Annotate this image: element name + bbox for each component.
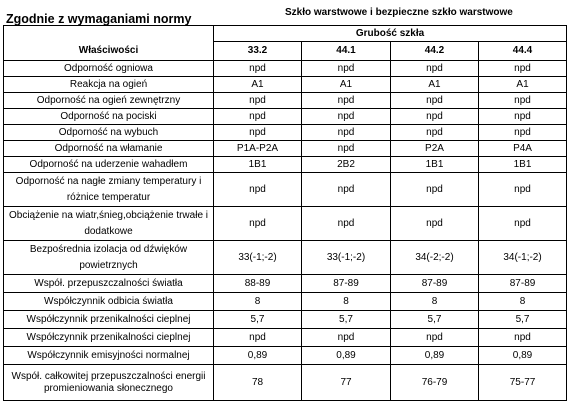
table-cell: npd: [479, 93, 567, 109]
table-row: [4, 311, 567, 329]
table-cell: 0,89: [302, 347, 391, 365]
table-cell: npd: [214, 329, 302, 347]
table-row: [4, 275, 567, 293]
table-cell: 87-89: [302, 275, 391, 293]
table-cell: P2A: [391, 141, 479, 157]
row-label: Współ. całkowitej przepuszczalności energii promieniowania słonecznego: [4, 365, 214, 401]
table-row: [4, 329, 567, 347]
specification-table: [3, 25, 567, 401]
table-row: [4, 207, 567, 241]
table-cell: npd: [391, 109, 479, 125]
table-cell: 2B2: [302, 157, 391, 173]
row-label: Współczynnik emisyjności normalnej: [4, 347, 214, 365]
table-row: [4, 93, 567, 109]
table-row: [4, 77, 567, 93]
table-cell: npd: [302, 329, 391, 347]
column-header: 44.2: [391, 42, 479, 61]
table-row: [4, 109, 567, 125]
row-label: Odporność na włamanie: [4, 141, 214, 157]
table-cell: npd: [391, 329, 479, 347]
row-label: Odporność na pociski: [4, 109, 214, 125]
table-cell: 8: [391, 293, 479, 311]
table-row: [4, 293, 567, 311]
table-cell: npd: [214, 93, 302, 109]
table-cell: 78: [214, 365, 302, 401]
table-cell: 1B1: [479, 157, 567, 173]
table-row: [4, 125, 567, 141]
column-header: 33.2: [214, 42, 302, 61]
row-label: Bezpośrednia izolacja od dźwięków powietrznych: [4, 241, 214, 275]
table-cell: 33(-1;-2): [214, 241, 302, 275]
table-cell: npd: [302, 173, 391, 207]
table-cell: 0,89: [214, 347, 302, 365]
table-cell: P4A: [479, 141, 567, 157]
row-label: Odporność na wybuch: [4, 125, 214, 141]
row-label: Współczynnik przenikalności cieplnej: [4, 311, 214, 329]
table-cell: A1: [214, 77, 302, 93]
table-cell: P1A-P2A: [214, 141, 302, 157]
table-cell: 88-89: [214, 275, 302, 293]
table-cell: npd: [302, 93, 391, 109]
table-cell: A1: [302, 77, 391, 93]
table-cell: npd: [391, 125, 479, 141]
table-cell: npd: [214, 173, 302, 207]
table-cell: npd: [391, 61, 479, 77]
table-cell: npd: [302, 125, 391, 141]
table-cell: npd: [214, 125, 302, 141]
table-cell: 34(-2;-2): [391, 241, 479, 275]
table-cell: npd: [302, 141, 391, 157]
table-row: [4, 241, 567, 275]
table-cell: A1: [391, 77, 479, 93]
table-cell: npd: [479, 125, 567, 141]
document-left-title: Zgodnie z wymaganiami normy: [6, 12, 192, 26]
table-cell: 5,7: [214, 311, 302, 329]
empty-corner-cell: [4, 26, 214, 42]
row-label: Odporność na nagłe zmiany temperatury i różnice temperatur: [4, 173, 214, 207]
table-cell: A1: [479, 77, 567, 93]
row-label: Współczynnik przenikalności cieplnej: [4, 329, 214, 347]
table-cell: npd: [479, 207, 567, 241]
table-cell: npd: [302, 207, 391, 241]
row-label: Współ. przepuszczalności światła: [4, 275, 214, 293]
table-cell: 0,89: [479, 347, 567, 365]
table-cell: 77: [302, 365, 391, 401]
table-cell: 8: [302, 293, 391, 311]
table-cell: 8: [214, 293, 302, 311]
table-cell: 5,7: [302, 311, 391, 329]
group-header-cell: Grubość szkła: [214, 26, 567, 42]
table-cell: 1B1: [214, 157, 302, 173]
table-cell: npd: [391, 173, 479, 207]
table-cell: 8: [479, 293, 567, 311]
property-header-cell: Właściwości: [4, 42, 214, 61]
table-cell: 87-89: [391, 275, 479, 293]
table-cell: npd: [302, 109, 391, 125]
table-cell: 5,7: [479, 311, 567, 329]
row-label: Reakcja na ogień: [4, 77, 214, 93]
table-cell: 34(-1;-2): [479, 241, 567, 275]
table-row: [4, 365, 567, 401]
table-cell: npd: [214, 207, 302, 241]
document-right-title: Szkło warstwowe i bezpieczne szkło warstwowe: [285, 7, 513, 18]
row-label: Obciążenie na wiatr,śnieg,obciążenie trwałe i dodatkowe: [4, 207, 214, 241]
table-row: [4, 141, 567, 157]
table-cell: npd: [479, 173, 567, 207]
table-cell: npd: [391, 207, 479, 241]
table-cell: npd: [479, 109, 567, 125]
table-cell: npd: [479, 329, 567, 347]
table-cell: npd: [302, 61, 391, 77]
table-cell: 76-79: [391, 365, 479, 401]
table-row: [4, 173, 567, 207]
table-cell: npd: [391, 93, 479, 109]
table-header-row-columns: [4, 42, 567, 61]
table-cell: npd: [479, 61, 567, 77]
table-cell: 75-77: [479, 365, 567, 401]
table-cell: 87-89: [479, 275, 567, 293]
table-cell: 5,7: [391, 311, 479, 329]
row-label: Odporność na uderzenie wahadłem: [4, 157, 214, 173]
column-header: 44.4: [479, 42, 567, 61]
table-row: [4, 157, 567, 173]
row-label: Odporność na ogień zewnętrzny: [4, 93, 214, 109]
table-header-row-group: [4, 26, 567, 42]
table-cell: 33(-1;-2): [302, 241, 391, 275]
row-label: Współczynnik odbicia światła: [4, 293, 214, 311]
table-cell: npd: [214, 61, 302, 77]
table-cell: npd: [214, 109, 302, 125]
row-label: Odporność ogniowa: [4, 61, 214, 77]
table-cell: 0,89: [391, 347, 479, 365]
table-row: [4, 61, 567, 77]
column-header: 44.1: [302, 42, 391, 61]
table-cell: 1B1: [391, 157, 479, 173]
table-row: [4, 347, 567, 365]
